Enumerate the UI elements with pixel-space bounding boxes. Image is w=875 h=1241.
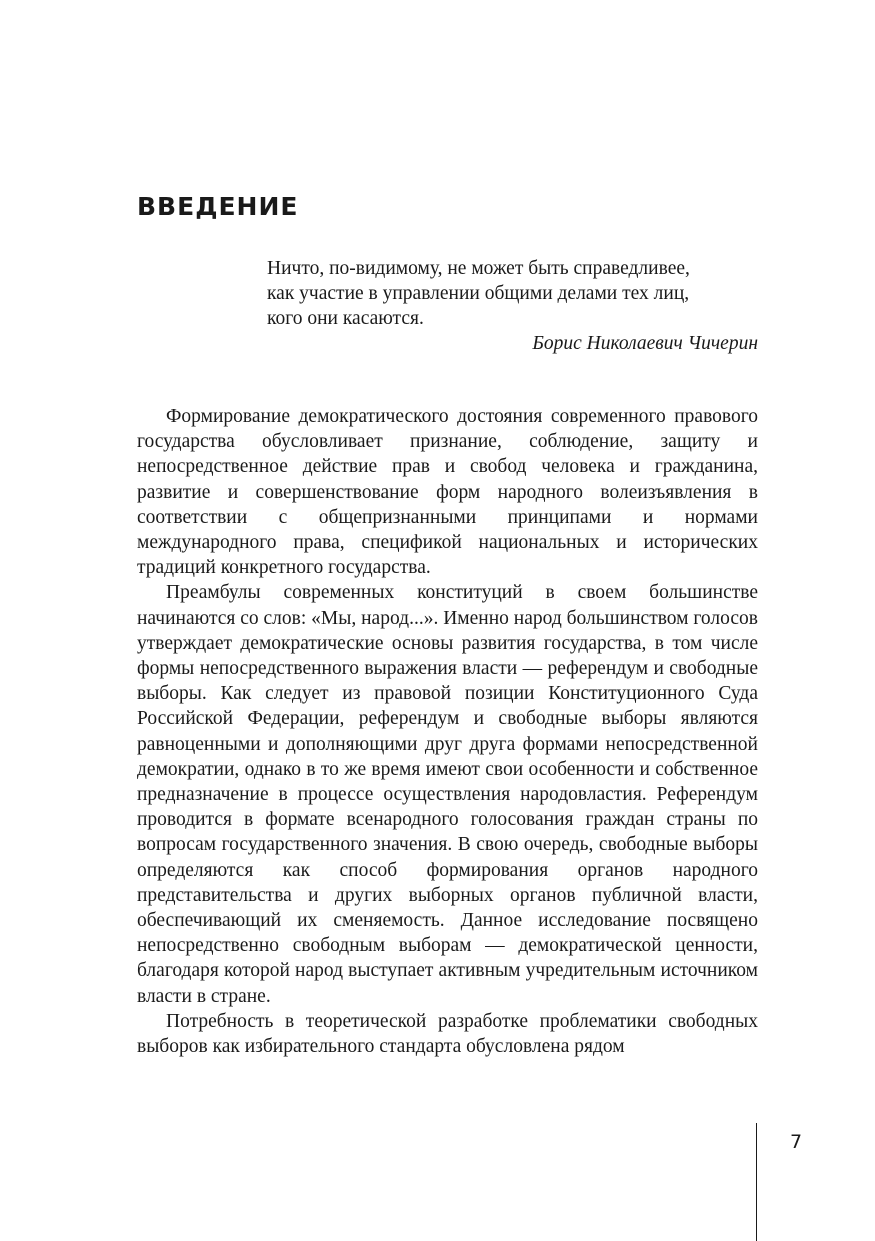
- epigraph-line: Ничто, по-видимому, не может быть справедливее,: [267, 258, 690, 279]
- page-number: 7: [790, 1131, 803, 1153]
- epigraph-author: Борис Николаевич Чичерин: [532, 333, 758, 354]
- epigraph: [267, 256, 758, 356]
- epigraph-line: кого они касаются.: [267, 308, 424, 329]
- epigraph-text: [267, 256, 758, 331]
- body-text: [137, 404, 758, 1059]
- chapter-heading: ВВЕДЕНИЕ: [137, 192, 299, 221]
- epigraph-line: как участие в управлении общими делами тех лиц,: [267, 283, 690, 304]
- paragraph: Преамбулы современных конституций в своем большинстве начинаются со слов: «Мы, народ...». Именно народ большинством голосов утверждает демократические основы развития государства, в том числе формы непосредственного выражения власти — референдум и свободные выборы. Как следует из правовой позиции Конституционного Суда Российской Федерации, референдум и свободные выборы являются равноценными и дополняющими друг друга формами непосредственной демократии, однако в то же время имеют свои особенности и собственное предназначение в процессе осуществления народовластия. Референдум проводится в формате всенародного голосования граждан страны по вопросам государственного значения. В свою очередь, свободные выборы определяются как способ формирования органов народного представительства и других выборных органов публичной власти, обеспечивающий их сменяемость. Данное исследование посвящено непосредственно свободным выборам — демократической ценности, благодаря которой народ выступает активным учредительным источником власти в стране.: [137, 582, 758, 1007]
- paragraph: Потребность в теоретической разработке проблематики свободных выборов как избирательного стандарта обусловлена рядом: [137, 1010, 758, 1058]
- page-number-rule: [756, 1123, 757, 1241]
- paragraph: Формирование демократического достояния современного правового государства обусловливает признание, соблюдение, защиту и непосредственное действие прав и свобод человека и гражданина, развитие и совершенствование форм народного волеизъявления в соответствии с общепризнанными принципами и нормами международного права, спецификой национальных и исторических традиций конкретного государства.: [137, 406, 758, 579]
